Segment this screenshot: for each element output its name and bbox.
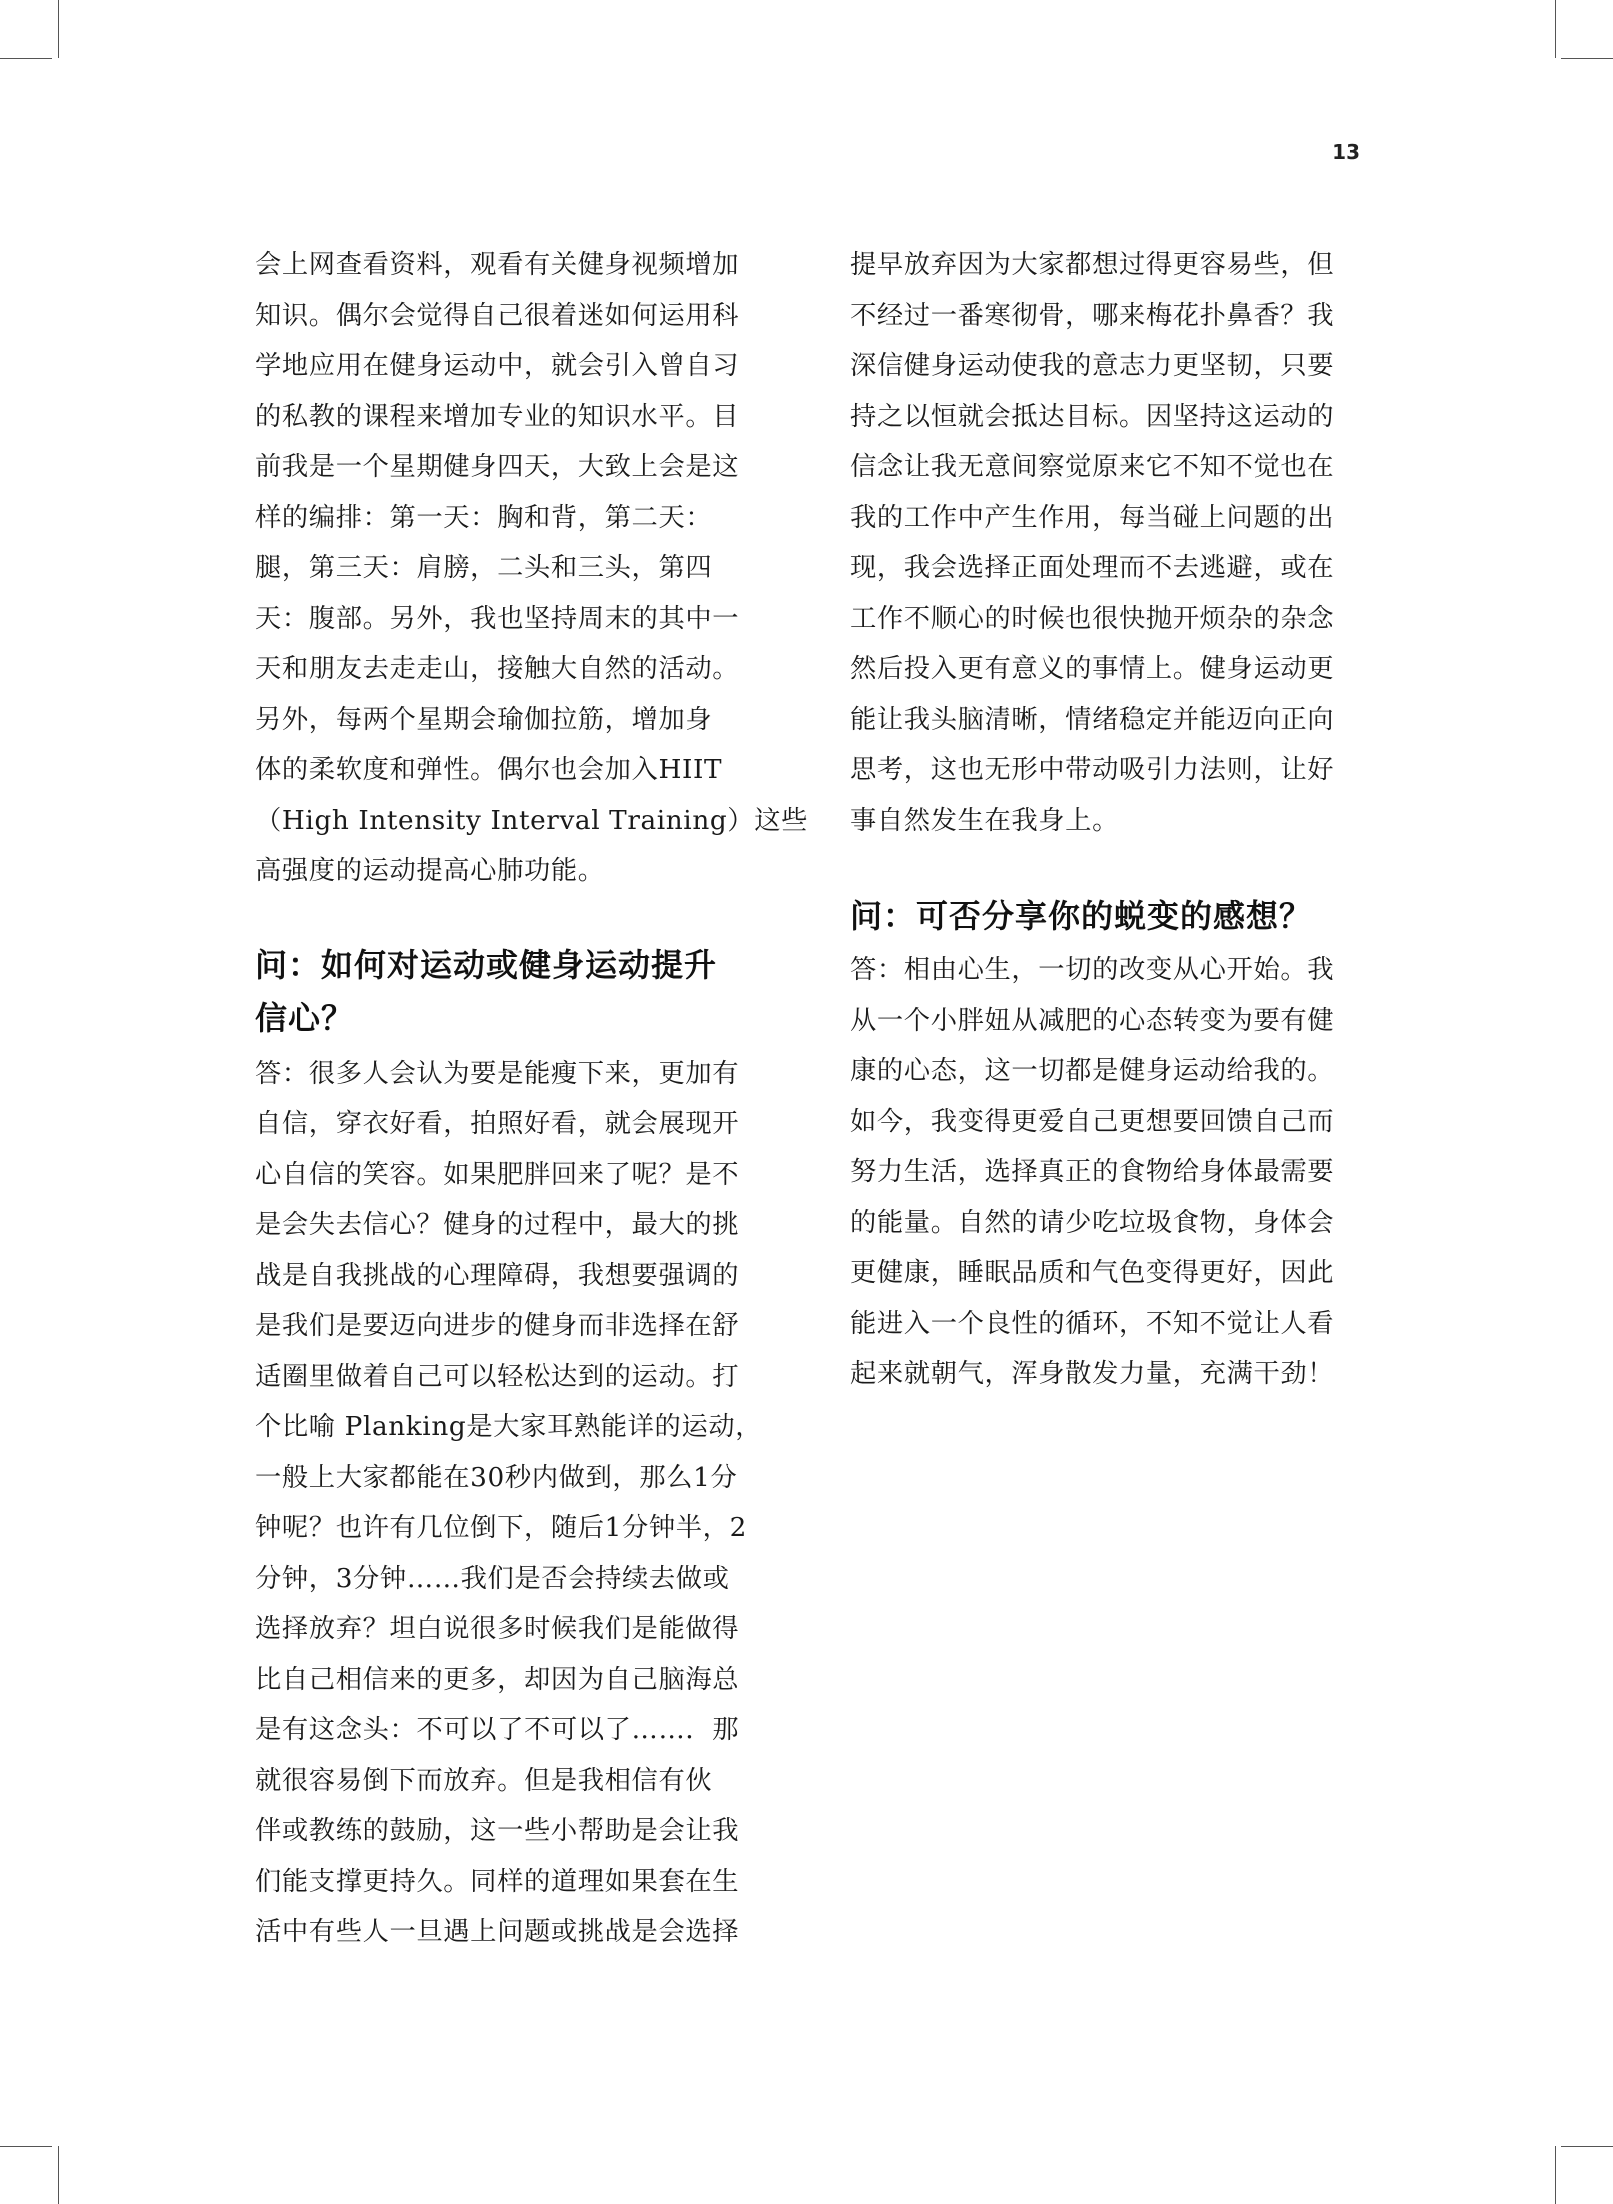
text-line: 活中有些人一旦遇上问题或挑战是会选择 — [255, 1917, 740, 1947]
heading-line: 问：如何对运动或健身运动提升 — [255, 945, 718, 984]
text-line: 现，我会选择正面处理而不去逃避，或在 — [850, 553, 1335, 583]
text-line: 选择放弃？坦白说很多时候我们是能做得 — [255, 1614, 740, 1644]
answer-transformation — [850, 945, 1380, 1400]
text-line: 提早放弃因为大家都想过得更容易些，但 — [850, 250, 1335, 280]
text-line: 前我是一个星期健身四天，大致上会是这 — [255, 452, 740, 482]
crop-mark-top-left-vertical — [58, 0, 59, 58]
right-column — [850, 240, 1380, 1400]
text-line: 我的工作中产生作用，每当碰上问题的出 — [850, 502, 1335, 533]
text-line: 心自信的笑容。如果肥胖回来了呢？是不 — [255, 1159, 740, 1190]
question-heading-transformation: 问：可否分享你的蜕变的感想？ — [850, 897, 1313, 935]
text-line: 会上网查看资料，观看有关健身视频增加 — [255, 250, 740, 280]
crop-mark-bottom-left-horizontal — [0, 2146, 52, 2147]
text-line: 伴或教练的鼓励，这一些小帮助是会让我 — [255, 1816, 740, 1846]
text-line: 从一个小胖妞从减肥的心态转变为要有健 — [850, 1005, 1335, 1036]
text-line: 天：腹部。另外，我也坚持周末的其中一 — [255, 603, 740, 634]
question-heading-confidence — [255, 939, 785, 1045]
text-line: 持之以恒就会抵达目标。因坚持这运动的 — [850, 401, 1335, 432]
text-line: 能让我头脑清晰，情绪稳定并能迈向正向 — [850, 704, 1335, 735]
text-line: 比自己相信来的更多，却因为自己脑海总 — [255, 1664, 740, 1695]
text-line: 更健康，睡眠品质和气色变得更好，因此 — [850, 1258, 1335, 1288]
text-line: 工作不顺心的时候也很快抛开烦杂的杂念 — [850, 603, 1335, 634]
text-line: 答：相由心生，一切的改变从心开始。我 — [850, 955, 1335, 985]
crop-mark-bottom-right-vertical — [1555, 2146, 1556, 2204]
text-line: 不经过一番寒彻骨，哪来梅花扑鼻香？我 — [850, 300, 1335, 331]
text-line: 高强度的运动提高心肺功能。 — [255, 856, 605, 886]
text-line: 体的柔软度和弹性。偶尔也会加入HIIT — [255, 755, 723, 785]
text-line: 另外，每两个星期会瑜伽拉筋，增加身 — [255, 704, 713, 735]
left-intro-text — [255, 240, 808, 897]
right-intro-text — [850, 240, 1380, 846]
text-line: （High Intensity Interval Training）这些 — [255, 805, 808, 836]
text-line: 事自然发生在我身上。 — [850, 805, 1119, 836]
crop-mark-bottom-right-horizontal — [1561, 2146, 1613, 2147]
page-number: 13 — [1332, 140, 1360, 164]
text-line: 知识。偶尔会觉得自己很着迷如何运用科 — [255, 300, 740, 331]
text-line: 努力生活，选择真正的食物给身体最需要 — [850, 1157, 1335, 1187]
text-line: 康的心态，这一切都是健身运动给我的。 — [850, 1056, 1335, 1086]
text-line: 们能支撑更持久。同样的道理如果套在生 — [255, 1866, 740, 1897]
text-line: 天和朋友去走走山，接触大自然的活动。 — [255, 654, 740, 684]
text-line: 能进入一个良性的循环，不知不觉让人看 — [850, 1308, 1335, 1339]
crop-mark-top-right-vertical — [1555, 0, 1556, 58]
text-line: 思考，这也无形中带动吸引力法则，让好 — [850, 755, 1335, 785]
text-line: 分钟，3分钟……我们是否会持续去做或 — [255, 1563, 730, 1594]
text-line: 的能量。自然的请少吃垃圾食物，身体会 — [850, 1207, 1335, 1238]
text-line: 如今，我变得更爱自己更想要回馈自己而 — [850, 1106, 1335, 1137]
text-line: 然后投入更有意义的事情上。健身运动更 — [850, 654, 1335, 684]
text-line: 学地应用在健身运动中，就会引入曾自习 — [255, 351, 740, 381]
text-line: 一般上大家都能在30秒内做到，那么1分 — [255, 1462, 738, 1493]
text-line: 战是自我挑战的心理障碍，我想要强调的 — [255, 1260, 740, 1291]
crop-mark-top-right-horizontal — [1561, 58, 1613, 59]
text-line: 样的编排：第一天：胸和背，第二天： — [255, 502, 713, 533]
crop-mark-bottom-left-vertical — [58, 2146, 59, 2204]
text-line: 就很容易倒下而放弃。但是我相信有伙 — [255, 1765, 713, 1796]
text-line: 是有这念头：不可以了不可以了……．那 — [255, 1715, 740, 1745]
text-line: 信念让我无意间察觉原来它不知不觉也在 — [850, 452, 1335, 482]
text-line: 个比喻 Planking是大家耳熟能详的运动， — [255, 1412, 763, 1442]
text-line: 答：很多人会认为要是能瘦下来，更加有 — [255, 1058, 740, 1089]
text-line: 深信健身运动使我的意志力更坚韧，只要 — [850, 351, 1335, 381]
text-line: 是我们是要迈向进步的健身而非选择在舒 — [255, 1311, 740, 1341]
left-column — [255, 240, 808, 1958]
text-line: 钟呢？也许有几位倒下，随后1分钟半，2 — [255, 1513, 747, 1543]
text-line: 起来就朝气，浑身散发力量，充满干劲！ — [850, 1359, 1335, 1389]
text-line: 适圈里做着自己可以轻松达到的运动。打 — [255, 1361, 740, 1392]
text-line: 腿，第三天：肩膀，二头和三头，第四 — [255, 553, 713, 583]
text-line: 的私教的课程来增加专业的知识水平。目 — [255, 401, 740, 432]
text-line: 是会失去信心？健身的过程中，最大的挑 — [255, 1210, 740, 1240]
heading-line: 信心？ — [255, 998, 355, 1037]
crop-mark-top-left-horizontal — [0, 58, 52, 59]
answer-confidence — [255, 1049, 785, 1958]
text-line: 自信，穿衣好看，拍照好看，就会展现开 — [255, 1109, 740, 1139]
